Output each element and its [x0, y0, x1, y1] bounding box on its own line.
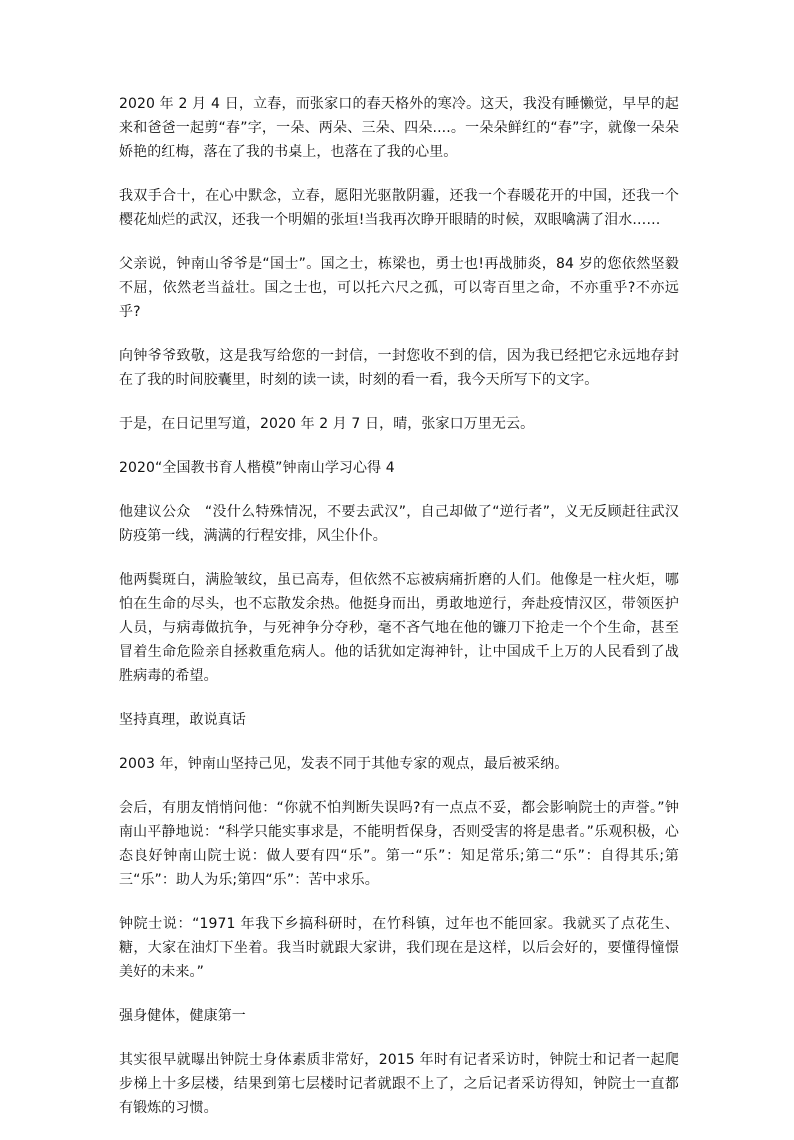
section-title-health: 强身健体，健康第一 — [119, 1008, 246, 1024]
paragraph-wish: 我双手合十，在心中默念，立春，愿阳光驱散阴霾，还我一个春暖花开的中国，还我一个樱花灿烂的武汉，还我一个明媚的张垣!当我再次睁开眼睛的时候，双眼噙满了泪水…… — [119, 188, 679, 228]
paragraph-torch: 他两鬓斑白，满脸皱纹，虽已高寿，但依然不忘被病痛折磨的人们。他像是一柱火炬，哪怕在生命的尽头，也不忘散发余热。他挺身而出，勇敢地逆行，奔赴疫情汉区，带领医护人员，与病毒做抗争，与死神争分夺秒，毫不吝气地在他的镰刀下抢走一个个生命，甚至冒着生命危险亲自拯救重危病人。他的话犹如定海神针，让中国成千上万的人民看到了战胜病毒的希望。 — [119, 572, 679, 684]
section-title-truth: 坚持真理，敢说真话 — [119, 712, 246, 728]
paragraph-advice: 他建议公众 “没什么特殊情况，不要去武汉”，自己却做了“逆行者”，义无反顾赶往武汉防疫第一线，满满的行程安排，风尘仆仆。 — [119, 504, 679, 544]
section-title-study-notes: 2020“全国教书育人楷模”钟南山学习心得 4 — [119, 460, 395, 476]
paragraph-father-says: 父亲说，钟南山爷爷是“国士”。国之士，栋梁也，勇士也!再战肺炎，84 岁的您依然坚毅不屈，依然老当益壮。国之士也，可以托六尺之孤，可以寄百里之命，不亦重乎?不亦远乎? — [119, 256, 679, 320]
document-body — [119, 92, 679, 1140]
paragraph-diary: 于是，在日记里写道，2020 年 2 月 7 日，晴，张家口万里无云。 — [119, 416, 535, 432]
paragraph-spring-day: 2020 年 2 月 4 日，立春，而张家口的春天格外的寒冷。这天，我没有睡懒觉，早早的起来和爸爸一起剪“春”字，一朵、两朵、三朵、四朵....。一朵朵鲜红的“春”字，就像一朵朵娇艳的红梅，落在了我的书桌上，也落在了我的心里。 — [119, 96, 679, 160]
paragraph-2003: 2003 年，钟南山坚持己见，发表不同于其他专家的观点，最后被采纳。 — [119, 756, 569, 772]
paragraph-four-joys: 会后，有朋友悄悄问他：“你就不怕判断失误吗?有一点点不妥，都会影响院士的声誉。”钟南山平静地说：“科学只能实事求是，不能明哲保身，否则受害的将是患者。”乐观积极，心态良好钟南山院士说：做人要有四“乐”。第一“乐”：知足常乐;第二“乐”：自得其乐;第三“乐”：助人为乐;第四“乐”：苦中求乐。 — [119, 800, 679, 888]
paragraph-tribute: 向钟爷爷致敬，这是我写给您的一封信，一封您收不到的信，因为我已经把它永远地存封在了我的时间胶囊里，时刻的读一读，时刻的看一看，我今天所写下的文字。 — [119, 348, 679, 388]
paragraph-1971: 钟院士说：“1971 年我下乡搞科研时，在竹科镇，过年也不能回家。我就买了点花生、糖，大家在油灯下坐着。我当时就跟大家讲，我们现在是这样，以后会好的，要懂得憧憬美好的未来。” — [119, 916, 679, 980]
paragraph-fitness: 其实很早就曝出钟院士身体素质非常好，2015 年时有记者采访时，钟院士和记者一起爬步梯上十多层楼，结果到第七层楼时记者就跟不上了，之后记者采访得知，钟院士一直都有锻炼的习惯。 — [119, 1052, 679, 1116]
